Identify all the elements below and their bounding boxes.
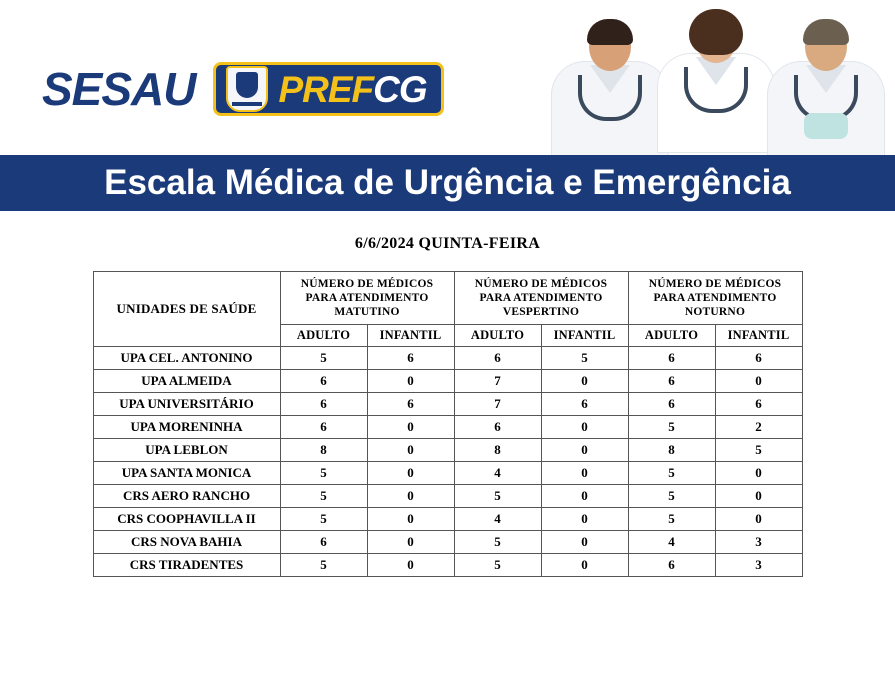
doctor-coat <box>657 53 775 153</box>
cell-vespertino-adulto: 4 <box>454 508 541 531</box>
cell-noturno-adulto: 5 <box>628 508 715 531</box>
face-mask-icon <box>804 113 848 139</box>
cell-noturno-adulto: 6 <box>628 393 715 416</box>
cell-noturno-infantil: 0 <box>715 462 802 485</box>
unit-name: UPA UNIVERSITÁRIO <box>93 393 280 416</box>
cell-vespertino-adulto: 7 <box>454 393 541 416</box>
cell-noturno-infantil: 3 <box>715 554 802 577</box>
table-body <box>93 347 802 577</box>
page-title: Escala Médica de Urgência e Emergência <box>104 163 791 202</box>
table-row <box>93 554 802 577</box>
cell-noturno-infantil: 0 <box>715 508 802 531</box>
cell-noturno-adulto: 6 <box>628 347 715 370</box>
cell-noturno-infantil: 6 <box>715 347 802 370</box>
cell-matutino-adulto: 6 <box>280 416 367 439</box>
date-value: 6/6/2024 <box>354 235 415 252</box>
unit-name: CRS COOPHAVILLA II <box>93 508 280 531</box>
doctor-head <box>589 23 631 71</box>
unit-name: UPA LEBLON <box>93 439 280 462</box>
cell-matutino-adulto: 5 <box>280 508 367 531</box>
cell-vespertino-adulto: 8 <box>454 439 541 462</box>
doctor-figure-left <box>551 23 669 155</box>
cell-noturno-adulto: 5 <box>628 416 715 439</box>
table-row <box>93 393 802 416</box>
table-header <box>93 272 802 347</box>
column-group-noturno: NÚMERO DE MÉDICOS PARA ATENDIMENTO NOTURNO <box>628 272 802 325</box>
cell-matutino-adulto: 5 <box>280 485 367 508</box>
cell-noturno-adulto: 6 <box>628 554 715 577</box>
column-header-vespertino-adulto: ADULTO <box>454 325 541 347</box>
cell-matutino-adulto: 6 <box>280 370 367 393</box>
cell-noturno-infantil: 6 <box>715 393 802 416</box>
column-header-noturno-adulto: ADULTO <box>628 325 715 347</box>
cell-noturno-infantil: 0 <box>715 370 802 393</box>
cell-vespertino-adulto: 5 <box>454 531 541 554</box>
table-row <box>93 439 802 462</box>
schedule-table-wrapper <box>0 271 895 577</box>
table-row <box>93 370 802 393</box>
cell-vespertino-adulto: 6 <box>454 347 541 370</box>
prefcg-logo-badge <box>213 62 443 116</box>
cell-matutino-infantil: 0 <box>367 416 454 439</box>
page-header <box>0 0 895 155</box>
doctor-coat <box>767 61 885 155</box>
shield-icon <box>236 72 258 98</box>
cell-matutino-adulto: 5 <box>280 347 367 370</box>
cell-vespertino-infantil: 0 <box>541 439 628 462</box>
table-row <box>93 462 802 485</box>
table-row <box>93 531 802 554</box>
cg-text: CG <box>373 68 427 110</box>
cell-noturno-infantil: 3 <box>715 531 802 554</box>
unit-name: UPA CEL. ANTONINO <box>93 347 280 370</box>
cell-vespertino-infantil: 0 <box>541 370 628 393</box>
coat-of-arms-icon <box>226 66 268 112</box>
cell-matutino-adulto: 8 <box>280 439 367 462</box>
doctor-head <box>805 23 847 71</box>
unit-name: UPA MORENINHA <box>93 416 280 439</box>
doctor-hair <box>587 19 633 45</box>
sesau-logo-text: SESAU <box>42 63 196 115</box>
doctor-figure-center <box>657 15 775 153</box>
cell-matutino-infantil: 0 <box>367 370 454 393</box>
doctor-coat <box>551 61 669 155</box>
weekday-value: QUINTA-FEIRA <box>418 235 541 252</box>
cell-matutino-infantil: 0 <box>367 485 454 508</box>
column-header-matutino-infantil: INFANTIL <box>367 325 454 347</box>
cell-vespertino-adulto: 5 <box>454 554 541 577</box>
table-row <box>93 485 802 508</box>
doctor-hair <box>689 9 743 55</box>
document-date <box>0 235 895 253</box>
pref-text: PREF <box>278 68 374 110</box>
table-header-row-groups <box>93 272 802 325</box>
cell-matutino-infantil: 6 <box>367 347 454 370</box>
cell-matutino-adulto: 5 <box>280 554 367 577</box>
table-row <box>93 416 802 439</box>
cell-noturno-adulto: 4 <box>628 531 715 554</box>
cell-vespertino-infantil: 0 <box>541 554 628 577</box>
cell-matutino-infantil: 0 <box>367 462 454 485</box>
cell-noturno-adulto: 5 <box>628 462 715 485</box>
cell-noturno-adulto: 5 <box>628 485 715 508</box>
cell-matutino-adulto: 6 <box>280 531 367 554</box>
table-row <box>93 347 802 370</box>
logo-lockup <box>0 62 444 116</box>
cell-vespertino-infantil: 0 <box>541 485 628 508</box>
cell-matutino-infantil: 0 <box>367 554 454 577</box>
column-header-units: UNIDADES DE SAÚDE <box>93 272 280 347</box>
cell-matutino-adulto: 6 <box>280 393 367 416</box>
column-header-matutino-adulto: ADULTO <box>280 325 367 347</box>
stethoscope-icon <box>684 67 748 113</box>
cell-vespertino-infantil: 0 <box>541 508 628 531</box>
stethoscope-icon <box>578 75 642 121</box>
doctors-photo <box>545 0 895 155</box>
unit-name: UPA ALMEIDA <box>93 370 280 393</box>
unit-name: CRS NOVA BAHIA <box>93 531 280 554</box>
cell-matutino-infantil: 0 <box>367 508 454 531</box>
cell-noturno-infantil: 5 <box>715 439 802 462</box>
column-group-vespertino: NÚMERO DE MÉDICOS PARA ATENDIMENTO VESPERTINO <box>454 272 628 325</box>
prefcg-logo-text <box>278 68 427 110</box>
cell-matutino-infantil: 6 <box>367 393 454 416</box>
cell-matutino-infantil: 0 <box>367 531 454 554</box>
cell-vespertino-infantil: 6 <box>541 393 628 416</box>
doctor-hair <box>803 19 849 45</box>
unit-name: CRS AERO RANCHO <box>93 485 280 508</box>
doctor-head <box>695 15 737 63</box>
cell-vespertino-infantil: 0 <box>541 416 628 439</box>
cell-vespertino-infantil: 0 <box>541 462 628 485</box>
crest-bar <box>232 102 262 106</box>
cell-vespertino-adulto: 4 <box>454 462 541 485</box>
cell-vespertino-adulto: 5 <box>454 485 541 508</box>
unit-name: UPA SANTA MONICA <box>93 462 280 485</box>
cell-vespertino-infantil: 5 <box>541 347 628 370</box>
column-group-matutino: NÚMERO DE MÉDICOS PARA ATENDIMENTO MATUTINO <box>280 272 454 325</box>
cell-noturno-infantil: 0 <box>715 485 802 508</box>
cell-noturno-adulto: 8 <box>628 439 715 462</box>
cell-vespertino-adulto: 7 <box>454 370 541 393</box>
doctor-figure-right <box>767 23 885 155</box>
cell-matutino-adulto: 5 <box>280 462 367 485</box>
cell-vespertino-adulto: 6 <box>454 416 541 439</box>
unit-name: CRS TIRADENTES <box>93 554 280 577</box>
column-header-vespertino-infantil: INFANTIL <box>541 325 628 347</box>
cell-vespertino-infantil: 0 <box>541 531 628 554</box>
title-banner <box>0 155 895 211</box>
cell-noturno-adulto: 6 <box>628 370 715 393</box>
column-header-noturno-infantil: INFANTIL <box>715 325 802 347</box>
schedule-table <box>93 271 803 577</box>
cell-matutino-infantil: 0 <box>367 439 454 462</box>
cell-noturno-infantil: 2 <box>715 416 802 439</box>
table-row <box>93 508 802 531</box>
